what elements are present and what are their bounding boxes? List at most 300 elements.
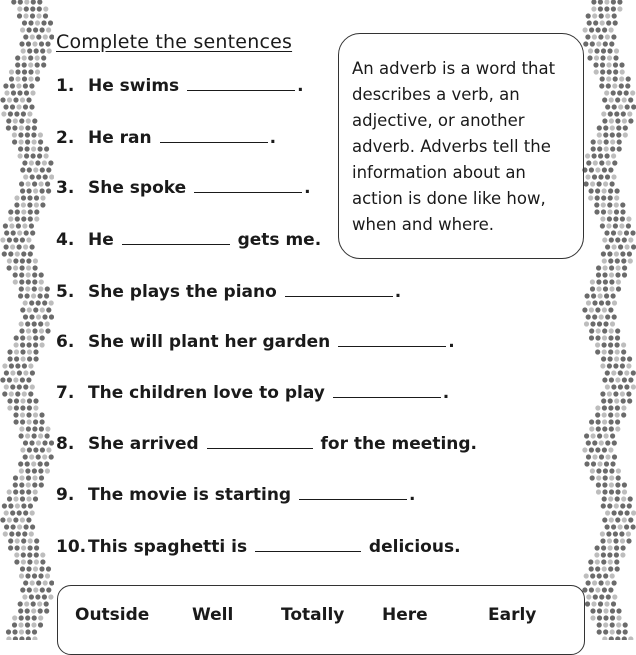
- border-dot: [592, 314, 597, 319]
- border-dot: [608, 447, 613, 452]
- border-dot: [626, 531, 631, 536]
- border-dot: [610, 461, 615, 466]
- answer-blank[interactable]: [333, 383, 441, 398]
- answer-blank[interactable]: [285, 282, 393, 297]
- border-dot: [630, 90, 635, 95]
- border-dot: [34, 195, 39, 200]
- border-dot: [595, 559, 600, 564]
- border-dot: [49, 300, 54, 305]
- sentence-end: .: [448, 332, 455, 352]
- border-dot: [590, 615, 595, 620]
- border-dot: [626, 223, 631, 228]
- border-dot: [615, 517, 620, 522]
- border-dot: [9, 531, 14, 536]
- border-dot: [602, 412, 607, 417]
- border-dot: [596, 272, 601, 277]
- border-dot: [32, 279, 37, 284]
- answer-blank[interactable]: [122, 230, 230, 245]
- border-dot: [608, 566, 613, 571]
- sentence-end: .: [304, 178, 311, 198]
- border-dot: [19, 118, 24, 123]
- border-dot: [39, 426, 44, 431]
- border-dot: [597, 125, 602, 130]
- border-dot: [23, 314, 28, 319]
- worksheet-title: Complete the sentences: [56, 31, 293, 53]
- border-dot: [601, 48, 606, 53]
- border-dot: [1, 111, 6, 116]
- border-dot: [48, 160, 53, 165]
- border-dot: [30, 370, 35, 375]
- border-dot: [25, 573, 30, 578]
- border-dot: [615, 496, 620, 501]
- border-dot: [626, 391, 631, 396]
- border-dot: [3, 531, 8, 536]
- border-dot: [18, 622, 23, 627]
- border-dot: [32, 272, 37, 277]
- border-dot: [27, 195, 32, 200]
- border-dot: [19, 139, 24, 144]
- border-dot: [20, 412, 25, 417]
- border-dot: [21, 251, 26, 256]
- border-dot: [42, 454, 47, 459]
- border-dot: [626, 538, 631, 543]
- border-dot: [0, 377, 5, 382]
- border-dot: [630, 230, 635, 235]
- border-dot: [599, 594, 604, 599]
- border-dot: [605, 370, 610, 375]
- border-dot: [34, 209, 39, 214]
- sentence-text: She plays the piano: [88, 282, 277, 302]
- border-dot: [6, 125, 11, 130]
- border-dot: [586, 440, 591, 445]
- border-dot: [605, 524, 610, 529]
- border-dot: [600, 62, 605, 67]
- border-dot: [612, 244, 617, 249]
- border-dot: [628, 237, 633, 242]
- border-dot: [601, 251, 606, 256]
- border-dot: [602, 377, 607, 382]
- border-dot: [36, 454, 41, 459]
- border-dot: [626, 216, 631, 221]
- sentence-text: He swims: [88, 76, 180, 96]
- border-dot: [604, 433, 609, 438]
- word-bank-item: Early: [488, 605, 537, 625]
- border-dot: [611, 601, 616, 606]
- border-dot: [30, 510, 35, 515]
- border-dot: [20, 447, 25, 452]
- border-dot: [603, 279, 608, 284]
- border-dot: [22, 531, 27, 536]
- border-dot: [25, 125, 30, 130]
- border-dot: [46, 188, 51, 193]
- border-dot: [18, 608, 23, 613]
- border-dot: [601, 503, 606, 508]
- border-dot: [624, 230, 629, 235]
- border-dot: [593, 62, 598, 67]
- border-dot: [583, 41, 588, 46]
- border-dot: [14, 398, 19, 403]
- border-dot: [4, 510, 9, 515]
- answer-blank[interactable]: [194, 178, 302, 193]
- border-dot: [15, 545, 20, 550]
- border-dot: [589, 587, 594, 592]
- border-dot: [23, 300, 28, 305]
- border-dot: [19, 433, 24, 438]
- border-dot: [620, 363, 625, 368]
- border-dot: [26, 272, 31, 277]
- border-dot: [22, 55, 27, 60]
- border-dot: [27, 27, 32, 32]
- border-dot: [602, 517, 607, 522]
- border-dot: [585, 34, 590, 39]
- sentence-number: 2.: [56, 128, 75, 148]
- answer-blank[interactable]: [187, 76, 295, 91]
- border-dot: [19, 321, 24, 326]
- border-dot: [599, 314, 604, 319]
- border-dot: [21, 195, 26, 200]
- border-dot: [37, 153, 42, 158]
- border-dot: [7, 517, 12, 522]
- border-dot: [3, 83, 8, 88]
- border-dot: [38, 433, 43, 438]
- border-dot: [618, 524, 623, 529]
- border-dot: [27, 405, 32, 410]
- border-dot: [25, 468, 30, 473]
- border-dot: [20, 237, 25, 242]
- left-dot-border: [0, 0, 54, 640]
- border-dot: [23, 13, 28, 18]
- border-dot: [621, 398, 626, 403]
- border-dot: [27, 202, 32, 207]
- border-dot: [15, 69, 20, 74]
- border-dot: [32, 286, 37, 291]
- border-dot: [19, 636, 24, 640]
- border-dot: [20, 489, 25, 494]
- border-dot: [7, 496, 12, 501]
- border-dot: [603, 475, 608, 480]
- border-dot: [597, 622, 602, 627]
- border-dot: [596, 41, 601, 46]
- border-dot: [614, 503, 619, 508]
- border-dot: [616, 265, 621, 270]
- border-dot: [621, 349, 626, 354]
- border-dot: [3, 223, 8, 228]
- border-dot: [21, 552, 26, 557]
- sentence-end: .: [394, 282, 402, 302]
- border-dot: [596, 286, 601, 291]
- border-dot: [586, 13, 591, 18]
- border-dot: [611, 524, 616, 529]
- border-dot: [582, 307, 587, 312]
- border-dot: [15, 391, 20, 396]
- border-dot: [20, 167, 25, 172]
- border-dot: [46, 566, 51, 571]
- border-dot: [620, 552, 625, 557]
- border-dot: [30, 524, 35, 529]
- border-dot: [20, 307, 25, 312]
- border-dot: [32, 636, 37, 640]
- border-dot: [612, 314, 617, 319]
- border-dot: [26, 636, 31, 640]
- border-dot: [605, 580, 610, 585]
- border-dot: [615, 426, 620, 431]
- border-dot: [27, 307, 32, 312]
- border-dot: [28, 76, 33, 81]
- border-dot: [18, 0, 23, 5]
- border-dot: [34, 216, 39, 221]
- border-dot: [605, 13, 610, 18]
- border-dot: [611, 0, 616, 5]
- border-dot: [46, 27, 51, 32]
- border-dot: [614, 559, 619, 564]
- border-dot: [46, 447, 51, 452]
- border-dot: [9, 69, 14, 74]
- border-dot: [7, 349, 12, 354]
- border-dot: [608, 167, 613, 172]
- sentence-number: 5.: [56, 282, 75, 302]
- border-dot: [589, 188, 594, 193]
- border-dot: [42, 300, 47, 305]
- border-dot: [41, 62, 46, 67]
- border-dot: [609, 237, 614, 242]
- border-dot: [591, 601, 596, 606]
- border-dot: [23, 580, 28, 585]
- border-dot: [611, 384, 616, 389]
- border-dot: [34, 545, 39, 550]
- border-dot: [26, 328, 31, 333]
- answer-blank[interactable]: [160, 128, 268, 143]
- border-dot: [612, 440, 617, 445]
- answer-blank[interactable]: [255, 537, 361, 552]
- border-dot: [631, 104, 636, 109]
- sentence-6: [56, 332, 455, 352]
- border-dot: [30, 90, 35, 95]
- border-dot: [608, 342, 613, 347]
- sentence-number: 6.: [56, 332, 75, 352]
- sentence-text: The movie is starting: [88, 485, 292, 505]
- border-dot: [598, 153, 603, 158]
- border-dot: [25, 629, 30, 634]
- border-dot: [590, 475, 595, 480]
- border-dot: [2, 251, 7, 256]
- border-dot: [608, 545, 613, 550]
- border-dot: [26, 118, 31, 123]
- border-dot: [15, 209, 20, 214]
- border-dot: [622, 517, 627, 522]
- border-dot: [585, 153, 590, 158]
- border-dot: [29, 594, 34, 599]
- border-dot: [603, 608, 608, 613]
- border-dot: [36, 34, 41, 39]
- answer-blank[interactable]: [338, 332, 446, 347]
- border-dot: [31, 146, 36, 151]
- border-dot: [595, 405, 600, 410]
- border-dot: [611, 230, 616, 235]
- border-dot: [45, 286, 50, 291]
- border-dot: [33, 307, 38, 312]
- border-dot: [33, 188, 38, 193]
- border-dot: [621, 258, 626, 263]
- border-dot: [33, 349, 38, 354]
- border-dot: [14, 419, 19, 424]
- border-dot: [10, 510, 15, 515]
- answer-blank[interactable]: [207, 434, 313, 449]
- border-dot: [602, 636, 607, 640]
- border-dot: [590, 573, 595, 578]
- border-dot: [38, 622, 43, 627]
- border-dot: [14, 342, 19, 347]
- border-dot: [615, 188, 620, 193]
- border-dot: [39, 566, 44, 571]
- border-dot: [15, 363, 20, 368]
- border-dot: [42, 314, 47, 319]
- border-dot: [601, 356, 606, 361]
- border-dot: [609, 27, 614, 32]
- border-dot: [605, 244, 610, 249]
- border-dot: [615, 342, 620, 347]
- border-dot: [26, 41, 31, 46]
- border-dot: [23, 370, 28, 375]
- border-dot: [616, 132, 621, 137]
- border-dot: [589, 426, 594, 431]
- border-dot: [9, 223, 14, 228]
- border-dot: [25, 286, 30, 291]
- border-dot: [597, 321, 602, 326]
- border-dot: [615, 118, 620, 123]
- border-dot: [42, 594, 47, 599]
- border-dot: [21, 503, 26, 508]
- border-dot: [599, 580, 604, 585]
- border-dot: [33, 405, 38, 410]
- border-dot: [10, 244, 15, 249]
- border-dot: [20, 405, 25, 410]
- border-dot: [19, 125, 24, 130]
- border-dot: [611, 6, 616, 11]
- border-dot: [11, 0, 16, 5]
- border-dot: [40, 307, 45, 312]
- border-dot: [610, 146, 615, 151]
- border-dot: [30, 580, 35, 585]
- border-dot: [608, 496, 613, 501]
- border-dot: [627, 398, 632, 403]
- border-dot: [15, 251, 20, 256]
- border-dot: [23, 244, 28, 249]
- border-dot: [614, 552, 619, 557]
- border-dot: [593, 20, 598, 25]
- border-dot: [597, 146, 602, 151]
- border-dot: [27, 111, 32, 116]
- border-dot: [27, 342, 32, 347]
- border-dot: [615, 377, 620, 382]
- border-dot: [32, 615, 37, 620]
- border-dot: [628, 636, 633, 640]
- border-dot: [7, 377, 12, 382]
- border-dot: [26, 475, 31, 480]
- border-dot: [23, 440, 28, 445]
- border-dot: [20, 188, 25, 193]
- border-dot: [49, 34, 54, 39]
- border-dot: [20, 342, 25, 347]
- border-dot: [20, 496, 25, 501]
- right-dot-border: [582, 0, 636, 640]
- border-dot: [38, 293, 43, 298]
- border-dot: [17, 230, 22, 235]
- border-dot: [615, 328, 620, 333]
- border-dot: [32, 125, 37, 130]
- border-dot: [622, 272, 627, 277]
- border-dot: [33, 566, 38, 571]
- border-dot: [0, 237, 5, 242]
- border-dot: [33, 489, 38, 494]
- border-dot: [594, 209, 599, 214]
- border-dot: [613, 69, 618, 74]
- border-dot: [612, 13, 617, 18]
- border-dot: [22, 391, 27, 396]
- border-dot: [626, 76, 631, 81]
- border-dot: [621, 111, 626, 116]
- border-dot: [612, 580, 617, 585]
- border-dot: [2, 391, 7, 396]
- border-dot: [32, 321, 37, 326]
- border-dot: [9, 363, 14, 368]
- sentence-end: gets me.: [237, 230, 322, 250]
- border-dot: [608, 587, 613, 592]
- border-dot: [622, 265, 627, 270]
- border-dot: [616, 286, 621, 291]
- border-dot: [631, 384, 636, 389]
- border-dot: [600, 531, 605, 536]
- border-dot: [26, 377, 31, 382]
- border-dot: [621, 545, 626, 550]
- border-dot: [19, 475, 24, 480]
- border-dot: [25, 293, 30, 298]
- border-dot: [45, 433, 50, 438]
- border-dot: [618, 244, 623, 249]
- border-dot: [20, 265, 25, 270]
- border-dot: [35, 20, 40, 25]
- answer-blank[interactable]: [299, 485, 407, 500]
- border-dot: [609, 426, 614, 431]
- border-dot: [614, 209, 619, 214]
- border-dot: [600, 538, 605, 543]
- border-dot: [586, 580, 591, 585]
- border-dot: [597, 139, 602, 144]
- border-dot: [603, 265, 608, 270]
- border-dot: [615, 482, 620, 487]
- border-dot: [22, 20, 27, 25]
- border-dot: [605, 34, 610, 39]
- border-dot: [605, 104, 610, 109]
- sentence-text: He ran: [88, 128, 152, 148]
- border-dot: [608, 258, 613, 263]
- border-dot: [605, 440, 610, 445]
- border-dot: [14, 356, 19, 361]
- border-dot: [616, 125, 621, 130]
- border-dot: [27, 447, 32, 452]
- border-dot: [602, 489, 607, 494]
- border-dot: [16, 531, 21, 536]
- border-dot: [36, 300, 41, 305]
- border-dot: [624, 90, 629, 95]
- border-dot: [16, 104, 21, 109]
- border-dot: [13, 237, 18, 242]
- border-dot: [35, 160, 40, 165]
- border-dot: [24, 601, 29, 606]
- border-dot: [615, 636, 620, 640]
- border-dot: [608, 335, 613, 340]
- border-dot: [613, 223, 618, 228]
- border-dot: [10, 104, 15, 109]
